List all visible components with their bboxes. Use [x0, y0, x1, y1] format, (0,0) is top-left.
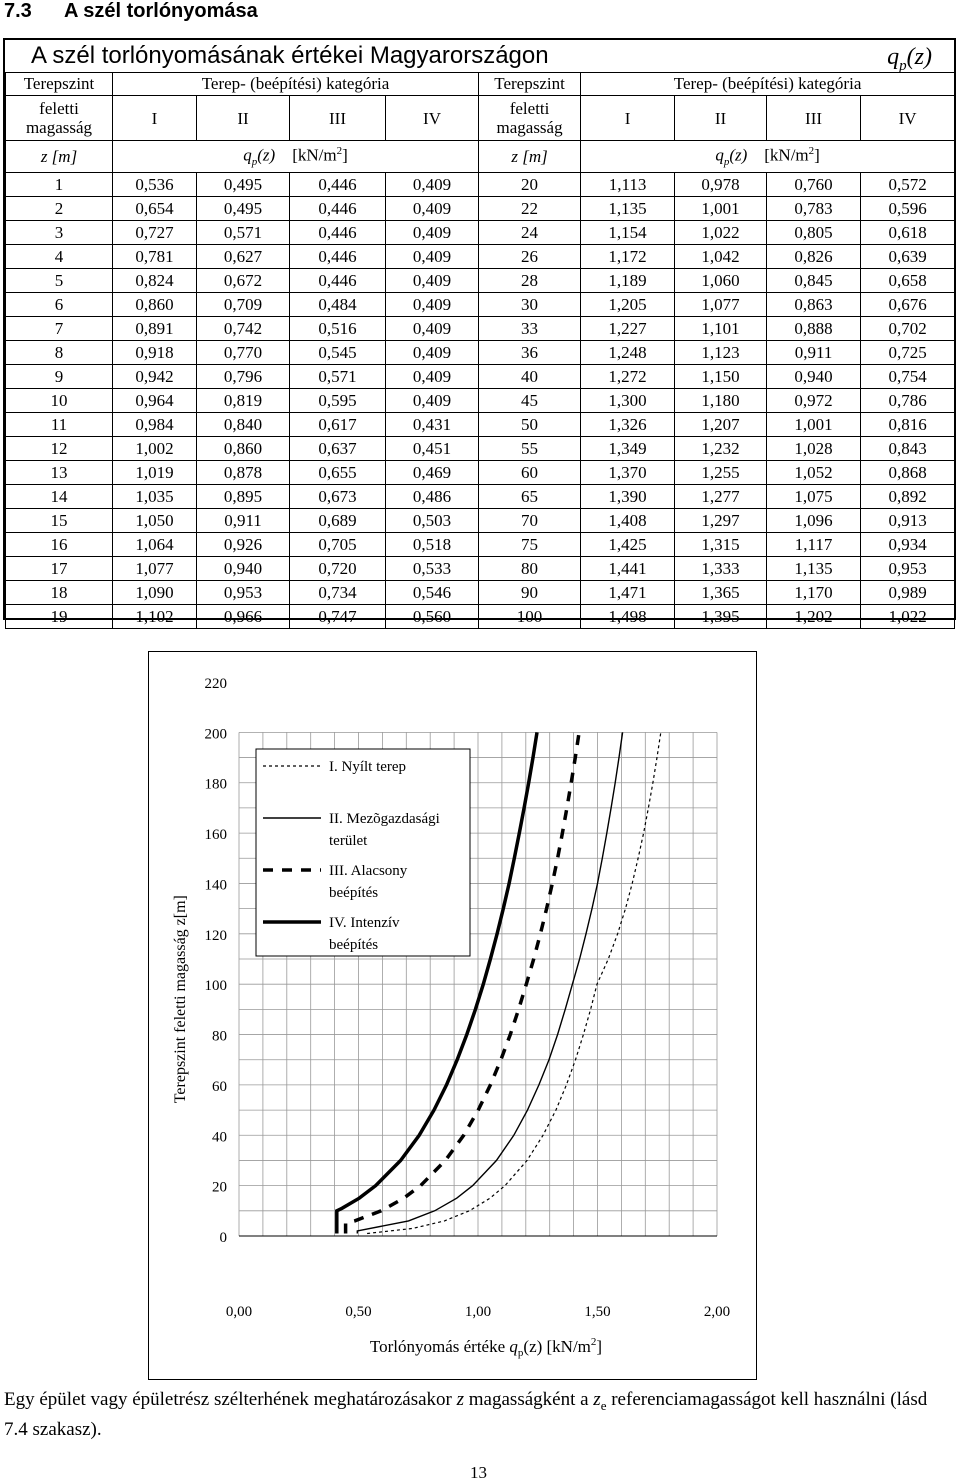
y-tick-label: 180	[204, 776, 227, 793]
cell-value-left: 0,617	[290, 413, 386, 437]
cell-value-right: 0,725	[861, 341, 955, 365]
cell-value-right: 0,888	[767, 317, 861, 341]
cell-value-right: 1,001	[767, 413, 861, 437]
cell-height-right: 60	[479, 461, 581, 485]
cell-value-left: 0,966	[197, 605, 290, 629]
cell-value-left: 1,002	[113, 437, 197, 461]
cell-value-right: 0,843	[861, 437, 955, 461]
cell-height-right: 70	[479, 509, 581, 533]
cell-value-right: 1,170	[767, 581, 861, 605]
cell-value-right: 1,150	[675, 365, 767, 389]
section-number: 7.3	[4, 0, 32, 22]
cell-value-right: 1,277	[675, 485, 767, 509]
cell-value-left: 0,486	[386, 485, 479, 509]
cell-value-left: 0,446	[290, 197, 386, 221]
cell-value-right: 1,370	[581, 461, 675, 485]
cell-value-right: 1,172	[581, 245, 675, 269]
y-tick-label: 40	[212, 1129, 227, 1146]
cell-height-right: 65	[479, 485, 581, 509]
cell-value-right: 1,315	[675, 533, 767, 557]
cell-value-left: 0,673	[290, 485, 386, 509]
cell-value-left: 0,409	[386, 173, 479, 197]
cell-height-left: 5	[6, 269, 113, 293]
cell-value-right: 0,953	[861, 557, 955, 581]
header-terepszint-left: Terepszint	[6, 73, 113, 96]
header-unit-qp-left: $q_p(z)$ $[kN/m^2]$	[113, 141, 479, 173]
cell-height-left: 19	[6, 605, 113, 629]
cell-value-left: 0,446	[290, 245, 386, 269]
cell-value-right: 1,117	[767, 533, 861, 557]
cell-value-right: 1,248	[581, 341, 675, 365]
legend-label: beépítés	[329, 937, 379, 953]
cell-value-left: 1,090	[113, 581, 197, 605]
cell-value-right: 1,202	[767, 605, 861, 629]
table-row	[6, 533, 955, 557]
x-tick-label: 2,00	[703, 1304, 731, 1320]
table-row	[6, 365, 955, 389]
cell-height-left: 7	[6, 317, 113, 341]
cell-height-right: 50	[479, 413, 581, 437]
cell-value-right: 1,227	[581, 317, 675, 341]
cell-height-left: 11	[6, 413, 113, 437]
cell-value-left: 0,654	[113, 197, 197, 221]
cell-height-right: 90	[479, 581, 581, 605]
y-tick-label: 160	[204, 827, 227, 844]
table-row	[6, 389, 955, 413]
cell-value-left: 0,705	[290, 533, 386, 557]
table-row	[6, 341, 955, 365]
cell-value-left: 0,409	[386, 389, 479, 413]
header-kategoria-right: Terep- (beépítési) kategória	[581, 73, 955, 96]
cell-value-right: 0,805	[767, 221, 861, 245]
cell-value-right: 1,113	[581, 173, 675, 197]
table-row	[6, 245, 955, 269]
cell-height-right: 22	[479, 197, 581, 221]
cell-value-right: 0,658	[861, 269, 955, 293]
table-row	[6, 509, 955, 533]
cell-value-left: 0,770	[197, 341, 290, 365]
wind-pressure-chart	[148, 651, 757, 1380]
y-tick-label: 80	[212, 1028, 227, 1045]
legend-label: terület	[329, 833, 368, 849]
cell-value-right: 0,786	[861, 389, 955, 413]
cell-height-right: 36	[479, 341, 581, 365]
header-cat-i-left: I	[113, 96, 197, 141]
cell-value-right: 0,783	[767, 197, 861, 221]
cell-value-right: 1,349	[581, 437, 675, 461]
cell-value-right: 1,189	[581, 269, 675, 293]
cell-value-right: 1,333	[675, 557, 767, 581]
cell-value-left: 0,409	[386, 221, 479, 245]
cell-value-right: 1,042	[675, 245, 767, 269]
cell-height-left: 17	[6, 557, 113, 581]
cell-value-left: 0,503	[386, 509, 479, 533]
cell-value-left: 0,446	[290, 173, 386, 197]
table-qp-symbol: $q_p(z)$	[887, 44, 932, 74]
header-cat-iv-right: IV	[861, 96, 955, 141]
cell-value-right: 1,001	[675, 197, 767, 221]
cell-value-right: 1,441	[581, 557, 675, 581]
cell-height-left: 1	[6, 173, 113, 197]
y-tick-label: 60	[212, 1078, 227, 1095]
cell-height-left: 8	[6, 341, 113, 365]
cell-value-left: 0,571	[290, 365, 386, 389]
y-tick-label: 220	[204, 676, 227, 692]
cell-value-right: 0,868	[861, 461, 955, 485]
table-row	[6, 317, 955, 341]
cell-value-right: 0,596	[861, 197, 955, 221]
y-tick-label: 20	[212, 1179, 227, 1196]
cell-value-left: 0,891	[113, 317, 197, 341]
cell-value-left: 0,637	[290, 437, 386, 461]
table-title: A szél torlónyomásának értékei Magyarországon	[31, 42, 549, 69]
cell-value-right: 0,760	[767, 173, 861, 197]
cell-value-left: 0,484	[290, 293, 386, 317]
cell-value-right: 1,390	[581, 485, 675, 509]
cell-value-left: 0,469	[386, 461, 479, 485]
header-cat-iv-left: IV	[386, 96, 479, 141]
cell-value-left: 0,911	[197, 509, 290, 533]
cell-value-left: 0,964	[113, 389, 197, 413]
cell-value-left: 1,035	[113, 485, 197, 509]
cell-value-left: 0,409	[386, 245, 479, 269]
cell-value-right: 0,978	[675, 173, 767, 197]
cell-value-right: 1,300	[581, 389, 675, 413]
cell-value-left: 1,102	[113, 605, 197, 629]
cell-height-right: 55	[479, 437, 581, 461]
cell-value-right: 1,135	[767, 557, 861, 581]
cell-value-left: 0,536	[113, 173, 197, 197]
cell-value-left: 0,446	[290, 221, 386, 245]
cell-value-left: 0,747	[290, 605, 386, 629]
cell-value-left: 0,451	[386, 437, 479, 461]
cell-value-left: 0,533	[386, 557, 479, 581]
cell-value-right: 0,940	[767, 365, 861, 389]
table-row	[6, 461, 955, 485]
chart-svg	[149, 652, 756, 1379]
cell-value-right: 1,205	[581, 293, 675, 317]
cell-value-right: 1,425	[581, 533, 675, 557]
y-axis-label: Terepszint feletti magasság z[m]	[172, 895, 189, 1104]
cell-value-right: 1,101	[675, 317, 767, 341]
cell-value-left: 0,431	[386, 413, 479, 437]
cell-value-right: 0,826	[767, 245, 861, 269]
cell-height-left: 16	[6, 533, 113, 557]
cell-height-left: 2	[6, 197, 113, 221]
cell-value-right: 1,028	[767, 437, 861, 461]
cell-value-right: 1,297	[675, 509, 767, 533]
cell-value-left: 0,655	[290, 461, 386, 485]
x-tick-label: 0,50	[345, 1304, 372, 1320]
header-cat-ii-left: II	[197, 96, 290, 141]
cell-height-left: 6	[6, 293, 113, 317]
header-terepszint-right: Terepszint	[479, 73, 581, 96]
cell-value-right: 0,845	[767, 269, 861, 293]
header-unit-z-right: z [m]	[479, 141, 581, 173]
cell-value-left: 0,446	[290, 269, 386, 293]
cell-height-right: 20	[479, 173, 581, 197]
cell-value-left: 0,518	[386, 533, 479, 557]
header-kategoria-left: Terep- (beépítési) kategória	[113, 73, 479, 96]
cell-value-right: 1,154	[581, 221, 675, 245]
cell-value-right: 1,135	[581, 197, 675, 221]
cell-value-right: 0,913	[861, 509, 955, 533]
legend-label: beépítés	[329, 885, 379, 901]
cell-value-left: 0,918	[113, 341, 197, 365]
page-number: 13	[470, 1463, 487, 1482]
cell-value-right: 0,934	[861, 533, 955, 557]
header-cat-iii-right: III	[767, 96, 861, 141]
cell-value-left: 0,689	[290, 509, 386, 533]
y-tick-label: 200	[204, 726, 227, 743]
cell-height-left: 13	[6, 461, 113, 485]
cell-value-left: 0,878	[197, 461, 290, 485]
cell-height-right: 30	[479, 293, 581, 317]
table-row	[6, 557, 955, 581]
cell-value-right: 1,498	[581, 605, 675, 629]
cell-height-right: 28	[479, 269, 581, 293]
cell-height-right: 100	[479, 605, 581, 629]
cell-height-left: 12	[6, 437, 113, 461]
table-row	[6, 605, 955, 629]
cell-height-left: 10	[6, 389, 113, 413]
cell-value-right: 0,618	[861, 221, 955, 245]
caption-paragraph: Egy épület vagy épületrész szélterhének meghatározásakor z magasságként a $z_e$ referenciamagasságot kell használni (lásd 7.4 szakasz).	[4, 1389, 928, 1440]
table-row	[6, 437, 955, 461]
cell-value-left: 0,734	[290, 581, 386, 605]
cell-value-left: 0,942	[113, 365, 197, 389]
cell-value-left: 0,926	[197, 533, 290, 557]
cell-value-left: 0,409	[386, 365, 479, 389]
cell-value-right: 1,207	[675, 413, 767, 437]
wind-pressure-table-box	[3, 38, 956, 626]
table-row	[6, 269, 955, 293]
cell-height-right: 40	[479, 365, 581, 389]
y-tick-label: 120	[204, 927, 227, 944]
cell-value-left: 0,781	[113, 245, 197, 269]
x-tick-label: 0,00	[225, 1304, 253, 1320]
cell-value-left: 0,627	[197, 245, 290, 269]
table-row	[6, 221, 955, 245]
cell-value-left: 0,409	[386, 269, 479, 293]
cell-value-right: 1,022	[675, 221, 767, 245]
cell-value-left: 0,409	[386, 293, 479, 317]
header-feletti-magassag-left: feletti magasság	[6, 96, 113, 141]
cell-value-right: 0,676	[861, 293, 955, 317]
cell-value-left: 0,720	[290, 557, 386, 581]
cell-value-left: 1,050	[113, 509, 197, 533]
cell-height-left: 9	[6, 365, 113, 389]
wind-pressure-table	[5, 72, 955, 629]
cell-value-left: 0,546	[386, 581, 479, 605]
legend-label: I. Nyílt terep	[329, 759, 407, 775]
cell-height-left: 4	[6, 245, 113, 269]
cell-value-right: 1,365	[675, 581, 767, 605]
cell-height-left: 14	[6, 485, 113, 509]
cell-value-left: 0,895	[197, 485, 290, 509]
cell-value-right: 0,989	[861, 581, 955, 605]
cell-value-left: 0,819	[197, 389, 290, 413]
cell-value-left: 0,495	[197, 173, 290, 197]
cell-value-right: 1,255	[675, 461, 767, 485]
table-row	[6, 173, 955, 197]
header-cat-i-right: I	[581, 96, 675, 141]
cell-value-left: 0,560	[386, 605, 479, 629]
header-unit-qp-right: $q_p(z)$ $[kN/m^2]$	[581, 141, 955, 173]
cell-value-right: 0,639	[861, 245, 955, 269]
header-cat-ii-right: II	[675, 96, 767, 141]
cell-value-right: 0,863	[767, 293, 861, 317]
cell-height-right: 33	[479, 317, 581, 341]
cell-value-left: 0,742	[197, 317, 290, 341]
legend-label: IV. Intenzív	[329, 915, 400, 931]
cell-value-right: 1,022	[861, 605, 955, 629]
cell-value-left: 0,860	[113, 293, 197, 317]
cell-value-left: 0,860	[197, 437, 290, 461]
cell-value-right: 0,911	[767, 341, 861, 365]
x-axis-label: Torlónyomás értéke $q_p(z)$ $[kN/m^2]$	[369, 1336, 603, 1359]
section-title: A szél torlónyomása	[64, 0, 258, 22]
cell-height-right: 45	[479, 389, 581, 413]
cell-value-left: 0,672	[197, 269, 290, 293]
cell-value-right: 0,754	[861, 365, 955, 389]
table-row	[6, 197, 955, 221]
table-row	[6, 485, 955, 509]
x-tick-label: 1,50	[584, 1304, 611, 1320]
cell-height-left: 3	[6, 221, 113, 245]
cell-value-right: 1,408	[581, 509, 675, 533]
cell-value-left: 0,840	[197, 413, 290, 437]
cell-value-right: 1,123	[675, 341, 767, 365]
cell-value-right: 1,180	[675, 389, 767, 413]
cell-value-right: 0,892	[861, 485, 955, 509]
cell-value-left: 0,409	[386, 341, 479, 365]
cell-value-right: 1,326	[581, 413, 675, 437]
cell-value-left: 0,824	[113, 269, 197, 293]
cell-height-right: 75	[479, 533, 581, 557]
cell-value-left: 1,077	[113, 557, 197, 581]
cell-value-left: 0,545	[290, 341, 386, 365]
cell-value-right: 1,272	[581, 365, 675, 389]
cell-value-right: 1,075	[767, 485, 861, 509]
cell-value-left: 0,940	[197, 557, 290, 581]
legend-label: II. Mezõgazdasági	[329, 811, 440, 827]
y-tick-label: 100	[204, 978, 227, 995]
cell-value-right: 1,077	[675, 293, 767, 317]
cell-value-right: 0,972	[767, 389, 861, 413]
x-tick-label: 1,00	[464, 1304, 492, 1320]
cell-value-right: 1,232	[675, 437, 767, 461]
cell-value-left: 0,409	[386, 317, 479, 341]
y-tick-label: 140	[204, 877, 227, 894]
header-unit-z-left: z [m]	[6, 141, 113, 173]
cell-value-left: 1,064	[113, 533, 197, 557]
cell-value-left: 0,409	[386, 197, 479, 221]
cell-value-left: 0,984	[113, 413, 197, 437]
cell-height-right: 80	[479, 557, 581, 581]
y-tick-label: 0	[219, 1230, 227, 1246]
cell-value-left: 0,571	[197, 221, 290, 245]
cell-value-left: 0,727	[113, 221, 197, 245]
table-row	[6, 293, 955, 317]
cell-value-left: 0,709	[197, 293, 290, 317]
cell-height-left: 18	[6, 581, 113, 605]
cell-value-right: 0,572	[861, 173, 955, 197]
cell-value-right: 1,096	[767, 509, 861, 533]
cell-value-right: 1,052	[767, 461, 861, 485]
table-row	[6, 413, 955, 437]
cell-value-left: 0,796	[197, 365, 290, 389]
cell-value-right: 1,471	[581, 581, 675, 605]
cell-value-right: 0,702	[861, 317, 955, 341]
cell-value-left: 0,953	[197, 581, 290, 605]
section-heading	[4, 0, 258, 23]
table-row	[6, 581, 955, 605]
cell-value-right: 0,816	[861, 413, 955, 437]
cell-height-left: 15	[6, 509, 113, 533]
cell-value-left: 0,516	[290, 317, 386, 341]
cell-value-right: 1,060	[675, 269, 767, 293]
header-cat-iii-left: III	[290, 96, 386, 141]
cell-height-right: 26	[479, 245, 581, 269]
cell-value-left: 0,495	[197, 197, 290, 221]
cell-value-right: 1,395	[675, 605, 767, 629]
header-feletti-magassag-right: feletti magasság	[479, 96, 581, 141]
legend-label: III. Alacsony	[329, 863, 408, 879]
cell-height-right: 24	[479, 221, 581, 245]
cell-value-left: 0,595	[290, 389, 386, 413]
cell-value-left: 1,019	[113, 461, 197, 485]
